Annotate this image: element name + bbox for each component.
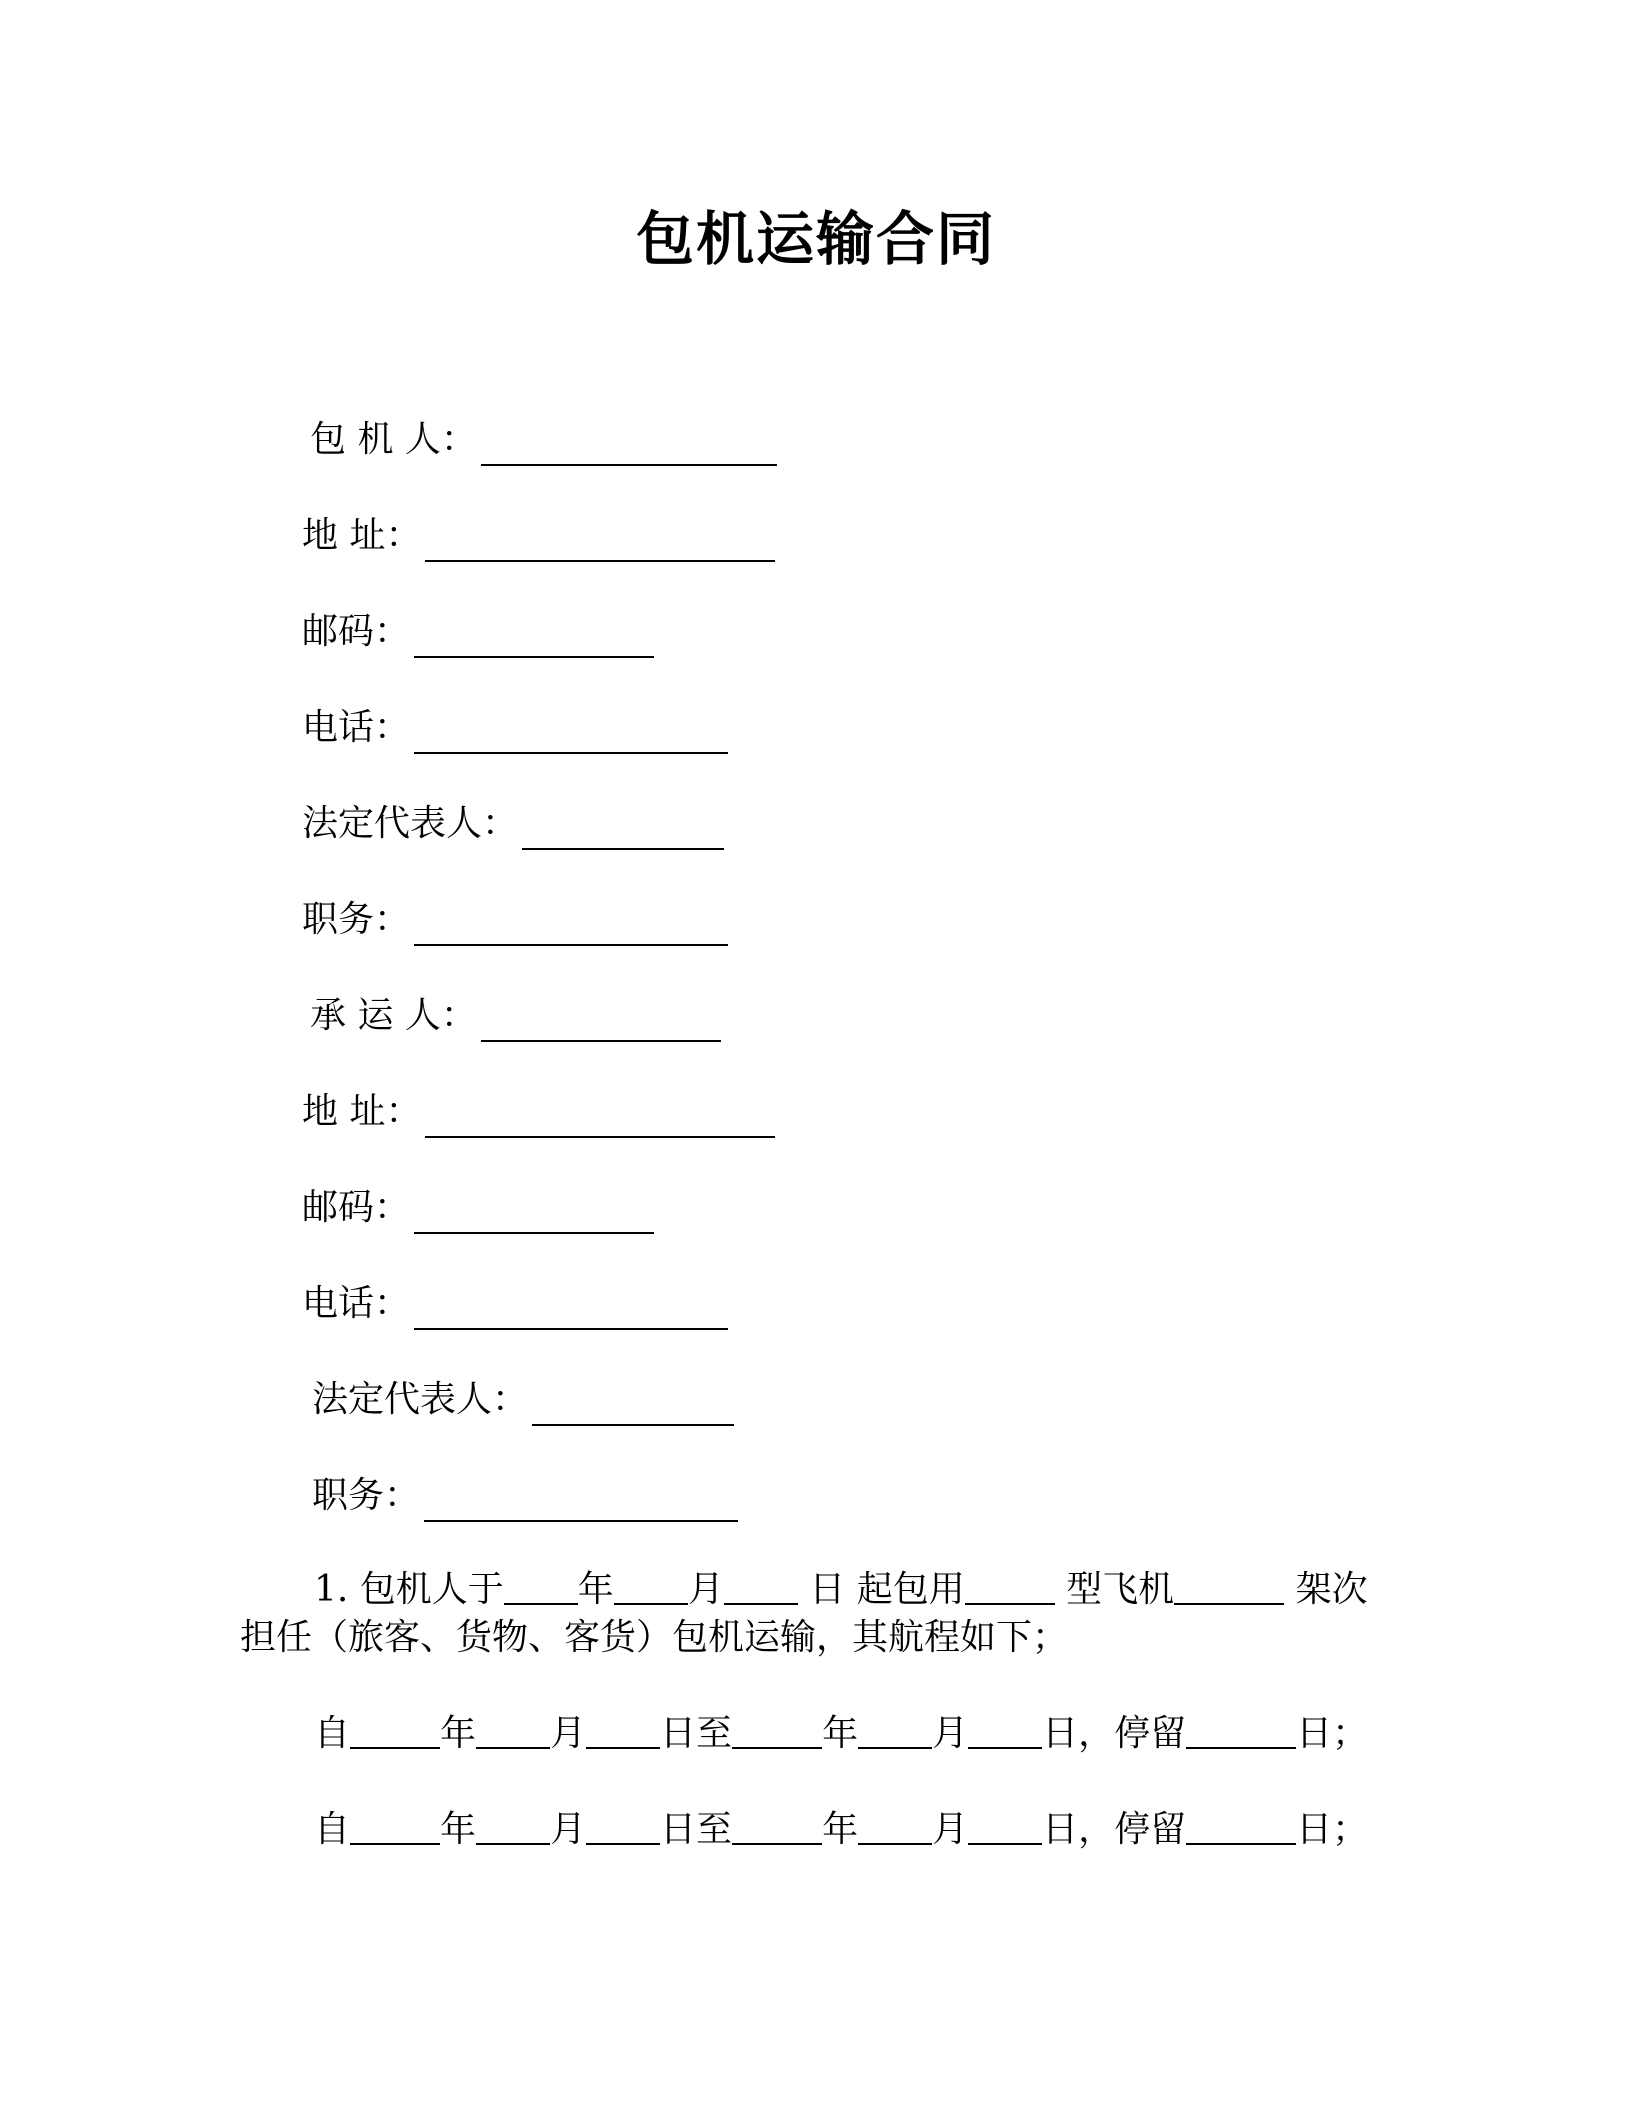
carrier-position-field xyxy=(312,1470,738,1522)
itinerary-start-month-blank[interactable] xyxy=(476,1807,550,1845)
charterer-postcode-blank[interactable] xyxy=(414,616,654,658)
carrier-address-label: 地 址： xyxy=(302,1091,422,1132)
itinerary-month-label: 月 xyxy=(932,1713,969,1754)
itinerary-day-end-label: 日； xyxy=(1296,1713,1369,1754)
itinerary-end-month-blank[interactable] xyxy=(858,1807,932,1845)
carrier-name-label: 承 运 人： xyxy=(310,995,477,1036)
charterer-legal-rep-blank[interactable] xyxy=(522,808,724,850)
charterer-name-blank[interactable] xyxy=(481,424,777,466)
carrier-postcode-label: 邮码： xyxy=(302,1187,411,1228)
carrier-postcode-blank[interactable] xyxy=(414,1192,654,1234)
charterer-name-field xyxy=(310,414,777,466)
itinerary-from-label: 自 xyxy=(314,1713,351,1754)
itinerary-month-label: 月 xyxy=(550,1713,587,1754)
itinerary-to-label: 日至 xyxy=(660,1809,733,1850)
carrier-phone-label: 电话： xyxy=(302,1283,411,1324)
itinerary-year-label: 年 xyxy=(822,1713,859,1754)
charterer-phone-blank[interactable] xyxy=(414,712,728,754)
itinerary-stay-days-blank[interactable] xyxy=(1186,1711,1296,1749)
clause-1-month-blank[interactable] xyxy=(614,1567,688,1605)
itinerary-year-label: 年 xyxy=(822,1809,859,1850)
itinerary-start-year-blank[interactable] xyxy=(350,1807,440,1845)
itinerary-year-label: 年 xyxy=(440,1713,477,1754)
itinerary-start-year-blank[interactable] xyxy=(350,1711,440,1749)
itinerary-end-month-blank[interactable] xyxy=(858,1711,932,1749)
carrier-position-blank[interactable] xyxy=(424,1480,738,1522)
clause-1-count-blank[interactable] xyxy=(1174,1567,1284,1605)
itinerary-end-year-blank[interactable] xyxy=(732,1711,822,1749)
clause-1-text-f: 架次担任（旅客、货物、客货）包机运输，其航程如下； xyxy=(240,1569,1368,1658)
charterer-postcode-field xyxy=(302,606,654,658)
itinerary-month-label: 月 xyxy=(932,1809,969,1850)
clause-1-text-d: 日 起包用 xyxy=(797,1569,965,1610)
charterer-address-label: 地 址： xyxy=(302,515,422,556)
carrier-legal-rep-blank[interactable] xyxy=(532,1384,734,1426)
itinerary-month-label: 月 xyxy=(550,1809,587,1850)
charterer-legal-rep-field xyxy=(302,798,724,850)
charterer-phone-field xyxy=(302,702,728,754)
clause-1-year-blank[interactable] xyxy=(504,1567,578,1605)
charterer-legal-rep-label: 法定代表人： xyxy=(302,803,519,844)
itinerary-start-day-blank[interactable] xyxy=(586,1711,660,1749)
charterer-address-field xyxy=(302,510,775,562)
charterer-postcode-label: 邮码： xyxy=(302,611,411,652)
charterer-position-label: 职务： xyxy=(302,899,411,940)
itinerary-stay-label: 日，停留 xyxy=(1042,1713,1187,1754)
carrier-legal-rep-label: 法定代表人： xyxy=(312,1379,529,1420)
charterer-position-blank[interactable] xyxy=(414,904,728,946)
itinerary-year-label: 年 xyxy=(440,1809,477,1850)
carrier-position-label: 职务： xyxy=(312,1475,421,1516)
carrier-name-field xyxy=(310,990,721,1042)
charterer-position-field xyxy=(302,894,728,946)
charterer-phone-label: 电话： xyxy=(302,707,411,748)
clause-1-day-blank[interactable] xyxy=(724,1567,798,1605)
itinerary-start-day-blank[interactable] xyxy=(586,1807,660,1845)
carrier-phone-blank[interactable] xyxy=(414,1288,728,1330)
document-title: 包机运输合同 xyxy=(635,205,996,273)
carrier-legal-rep-field xyxy=(312,1374,734,1426)
carrier-phone-field xyxy=(302,1278,728,1330)
itinerary-start-month-blank[interactable] xyxy=(476,1711,550,1749)
clause-1-text-e: 型飞机 xyxy=(1054,1569,1175,1610)
itinerary-row xyxy=(314,1804,1368,1856)
itinerary-end-day-blank[interactable] xyxy=(968,1711,1042,1749)
carrier-address-field xyxy=(302,1086,775,1138)
itinerary-stay-label: 日，停留 xyxy=(1042,1809,1187,1850)
itinerary-to-label: 日至 xyxy=(660,1713,733,1754)
clause-1-text-a: 1. 包机人于 xyxy=(314,1569,504,1610)
carrier-name-blank[interactable] xyxy=(481,1000,721,1042)
charterer-name-label: 包 机 人： xyxy=(310,419,477,460)
itinerary-day-end-label: 日； xyxy=(1296,1809,1369,1850)
itinerary-row xyxy=(314,1708,1368,1760)
itinerary-from-label: 自 xyxy=(314,1809,351,1850)
carrier-address-blank[interactable] xyxy=(425,1096,775,1138)
clause-1-aircraft-type-blank[interactable] xyxy=(965,1567,1055,1605)
clause-1-text-c: 月 xyxy=(687,1569,724,1610)
carrier-postcode-field xyxy=(302,1182,654,1234)
itinerary-end-day-blank[interactable] xyxy=(968,1807,1042,1845)
clause-1-text-b: 年 xyxy=(577,1569,614,1610)
itinerary-stay-days-blank[interactable] xyxy=(1186,1807,1296,1845)
clause-1-paragraph xyxy=(240,1566,1370,1662)
itinerary-end-year-blank[interactable] xyxy=(732,1807,822,1845)
charterer-address-blank[interactable] xyxy=(425,520,775,562)
